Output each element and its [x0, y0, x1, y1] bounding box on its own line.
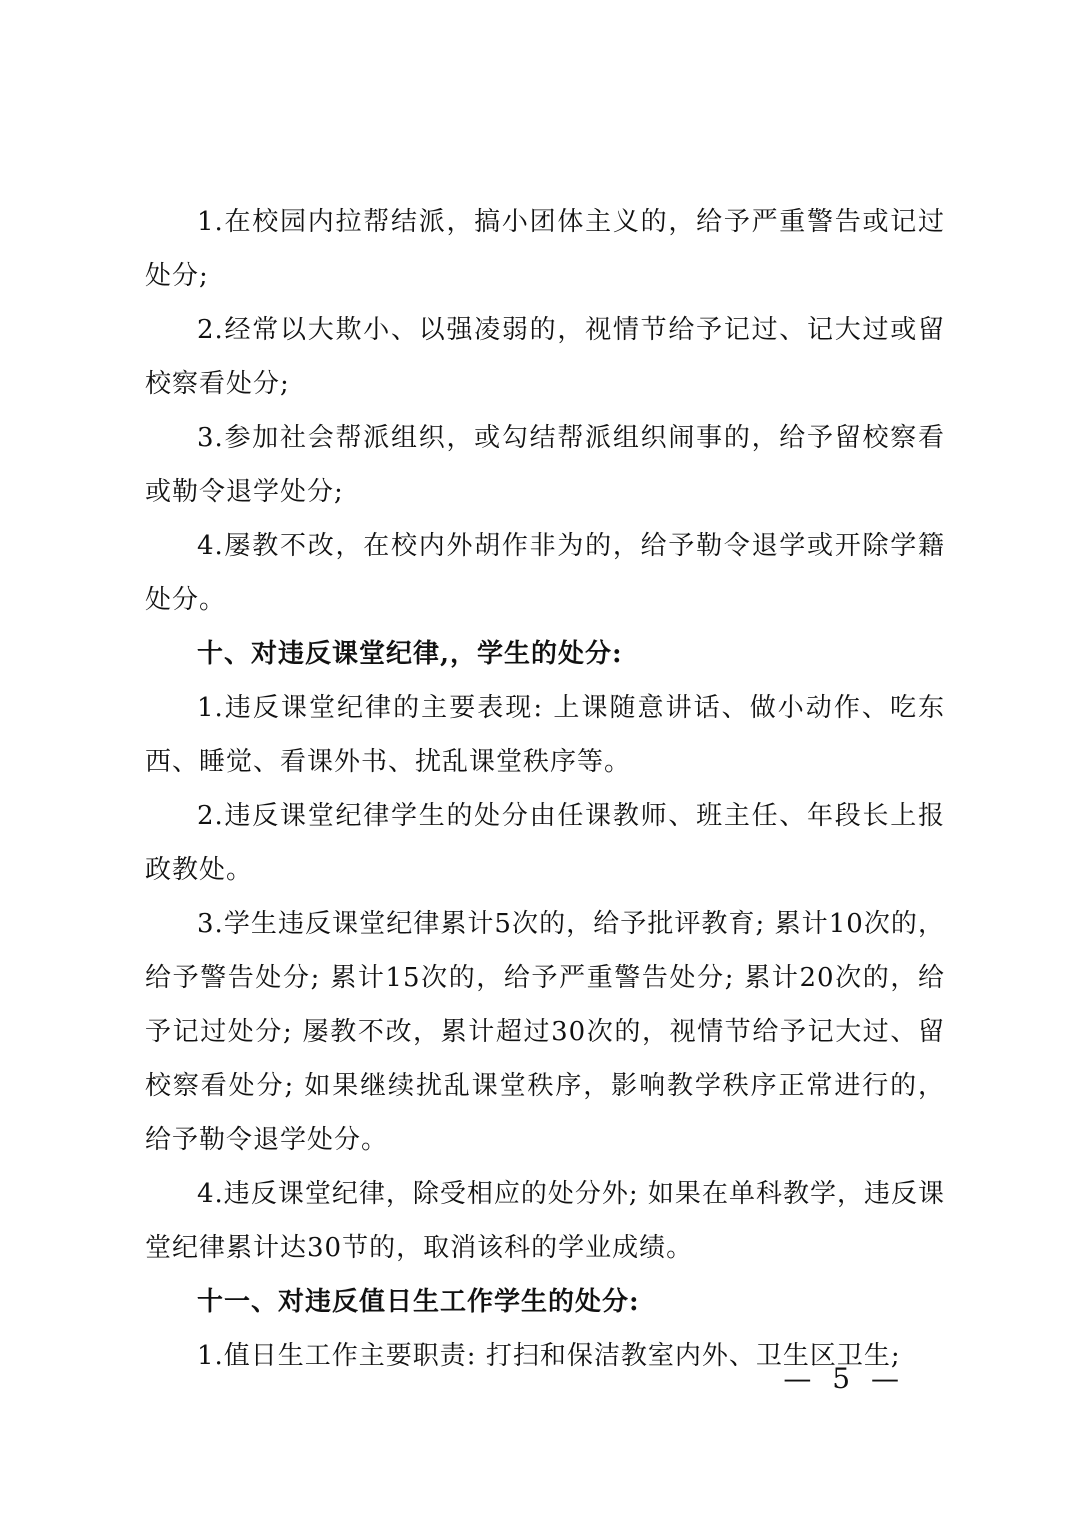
paragraph: 3.参加社会帮派组织，或勾结帮派组织闹事的，给予留校察看或勒令退学处分;: [145, 423, 945, 507]
section10-item: 2.违反课堂纪律学生的处分由任课教师、班主任、年段长上报政教处。: [145, 801, 945, 885]
paragraph: 1.在校园内拉帮结派，搞小团体主义的，给予严重警告或记过处分;: [145, 207, 945, 291]
paragraph: 2.经常以大欺小、以强凌弱的，视情节给予记过、记大过或留校察看处分;: [145, 315, 945, 399]
section10-item: 4.违反课堂纪律，除受相应的处分外; 如果在单科教学，违反课堂纪律累计达30节的，取消该科的学业成绩。: [145, 1179, 945, 1263]
section10-item: 3.学生违反课堂纪律累计5次的，给予批评教育; 累计10次的，给予警告处分; 累计15次的，给予严重警告处分; 累计20次的，给予记过处分; 屡教不改，累计超过30次的，视情节给予记大过、留校察看处分; 如果继续扰乱课堂秩序，影响教学秩序正常进行的，给予勒令退学处分。: [145, 909, 945, 1155]
section-heading-10: 十、对违反课堂纪律,，学生的处分:: [197, 639, 623, 669]
page-number: — 5 —: [783, 1362, 905, 1395]
section-heading-11: 十一、对违反值日生工作学生的处分:: [197, 1287, 640, 1317]
paragraph: 4.屡教不改，在校内外胡作非为的，给予勒令退学或开除学籍处分。: [145, 531, 945, 615]
document-body: [145, 195, 945, 1383]
section10-item: 1.违反课堂纪律的主要表现: 上课随意讲话、做小动作、吃东西、睡觉、看课外书、扰乱课堂秩序等。: [145, 693, 945, 777]
section11-item: 1.值日生工作主要职责: 打扫和保洁教室内外、卫生区卫生;: [197, 1341, 901, 1371]
